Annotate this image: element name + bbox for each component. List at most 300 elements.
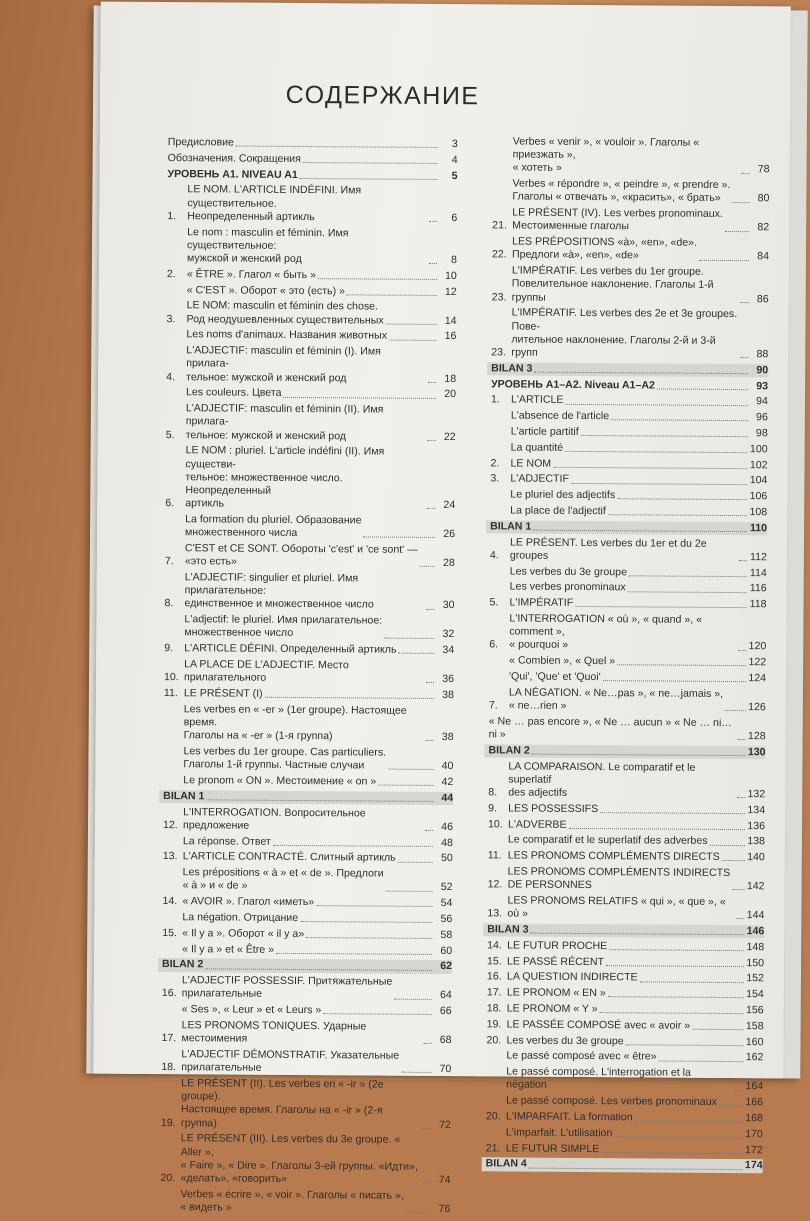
- book-page: [93, 2, 790, 1079]
- dot-leader: [735, 1090, 743, 1091]
- toc-entry: [490, 581, 767, 596]
- dot-leader: [428, 382, 436, 383]
- dot-leader: [657, 388, 748, 390]
- toc-entry-title: Les couleurs. Цвета: [186, 387, 282, 401]
- toc-entry-number: 2.: [490, 457, 510, 470]
- toc-entry: [166, 402, 456, 444]
- toc-entry: [489, 655, 766, 670]
- toc-entry-title: L'absence de l'article: [511, 410, 609, 424]
- toc-entry-page: 96: [750, 411, 768, 424]
- dot-leader: [533, 530, 747, 532]
- toc-entry-page: 44: [435, 792, 453, 805]
- toc-entry: [484, 744, 765, 759]
- toc-entry-number: 22.: [492, 249, 512, 262]
- toc-entry: [164, 703, 454, 745]
- toc-entry-title: La négation. Отрицание: [182, 911, 298, 925]
- toc-entry: [488, 760, 765, 802]
- toc-entry-title: L'IMPÉRATIF. Les verbes des 2e et 3e groupes. Пове- лительное наклонение. Глаголы 2-й и 3-й групп: [511, 307, 738, 361]
- toc-entry-title: Предисловие: [168, 136, 234, 150]
- toc-entry: [161, 1077, 451, 1132]
- dot-leader: [738, 650, 746, 651]
- toc-entry-page: 18: [438, 373, 456, 386]
- toc-entry: [168, 168, 458, 183]
- toc-entry-page: 38: [436, 689, 454, 702]
- toc-entry: [486, 520, 767, 535]
- toc-entry: [491, 425, 768, 440]
- toc-entry: [487, 971, 764, 986]
- toc-entry-page: 126: [748, 701, 766, 714]
- toc-entry-page: 138: [747, 835, 765, 848]
- dot-leader: [722, 860, 745, 861]
- dot-leader: [629, 575, 747, 577]
- toc-entry-title: La place de l'adjectif: [510, 504, 606, 518]
- dot-leader: [427, 609, 435, 610]
- toc-entry-number: 12.: [488, 878, 508, 891]
- toc-entry-page: 158: [746, 1020, 764, 1033]
- dot-leader: [401, 1072, 431, 1073]
- toc-entry: [161, 1048, 451, 1076]
- toc-entry-title: L'article partitif: [511, 425, 579, 439]
- toc-entry-page: 128: [748, 730, 766, 743]
- toc-entry-title: LE PRÉSENT (I): [184, 687, 263, 701]
- toc-entry-title: L'INTERROGATION « où », « quand », « comment », « pourquoi »: [509, 612, 736, 653]
- toc-entry-title: LA QUESTION INDIRECTE: [507, 971, 638, 985]
- toc-entry-page: 118: [749, 598, 767, 611]
- toc-entry-page: 66: [434, 1005, 452, 1018]
- dot-leader: [603, 680, 746, 682]
- dot-leader: [388, 769, 433, 770]
- toc-entry: [166, 299, 456, 327]
- toc-entry-number: 20.: [160, 1172, 180, 1185]
- toc-entry-page: 116: [749, 583, 767, 596]
- dot-leader: [732, 202, 749, 203]
- toc-entry-number: 11.: [488, 849, 508, 862]
- toc-entry: [167, 226, 457, 268]
- toc-left-column: [160, 136, 458, 1219]
- toc-entry-page: 70: [433, 1063, 451, 1076]
- toc-entry: [491, 307, 768, 362]
- toc-entry-title: LE FUTUR SIMPLE: [506, 1142, 600, 1156]
- toc-entry-page: 74: [432, 1174, 450, 1187]
- dot-leader: [426, 682, 434, 683]
- toc-entry-page: 4: [440, 154, 458, 167]
- toc-entry-title: УРОВЕНЬ А1–А2. Niveau A1–A2: [491, 378, 655, 392]
- toc-entry-number: 1.: [491, 394, 511, 407]
- toc-entry-page: 82: [751, 222, 769, 235]
- dot-leader: [423, 1128, 431, 1129]
- toc-entry-title: LES PRONOMS RELATIFS « qui », « que », « où »: [507, 894, 734, 922]
- toc-entry-number: 6.: [165, 497, 185, 510]
- toc-entry-number: 8.: [488, 786, 508, 799]
- toc-entry-title: « ÊTRE ». Глагол « быть »: [187, 268, 316, 282]
- toc-entry-page: 16: [438, 330, 456, 343]
- toc-entry: [483, 923, 764, 938]
- dot-leader: [725, 231, 749, 232]
- toc-entry: [163, 850, 453, 865]
- toc-entry-title: BILAN 2: [162, 958, 203, 971]
- toc-entry-page: 156: [746, 1004, 764, 1017]
- toc-entry-title: L'imparfait. L'utilisation: [506, 1126, 613, 1140]
- toc-entry-title: L'ADVERBE: [508, 818, 567, 832]
- dot-leader: [575, 606, 746, 608]
- toc-entry: [490, 597, 767, 612]
- toc-right-column: [486, 135, 770, 1175]
- toc-entry-page: 36: [436, 673, 454, 686]
- toc-entry-title: Verbes « venir », « vouloir ». Глаголы « приезжать », « хотеть »: [513, 135, 740, 176]
- toc-entry-page: 120: [748, 641, 766, 654]
- toc-entry-title: L'adjectif: le pluriel. Имя прилагательное: множественное число: [184, 613, 382, 641]
- toc-entry-page: 58: [434, 929, 452, 942]
- toc-entry-number: 13.: [163, 850, 183, 863]
- toc-entry-number: 5.: [166, 429, 186, 442]
- toc-entry: [492, 207, 769, 235]
- dot-leader: [614, 1136, 742, 1138]
- toc-entry-page: 124: [748, 672, 766, 685]
- toc-entry: [488, 834, 765, 849]
- toc-entry-number: 17.: [161, 1032, 181, 1045]
- toc-entry: [162, 911, 452, 926]
- dot-leader: [659, 1060, 744, 1062]
- toc-entry-number: 15.: [162, 927, 182, 940]
- toc-entry-title: Le passé composé. Les verbes pronominaux: [506, 1095, 717, 1110]
- toc-entry: [166, 344, 456, 386]
- dot-leader: [611, 420, 748, 422]
- dot-leader: [553, 467, 747, 469]
- toc-entry-page: 148: [746, 941, 764, 954]
- dot-leader: [692, 1029, 743, 1030]
- toc-entry-page: 154: [746, 988, 764, 1001]
- toc-entry-number: 23.: [491, 346, 511, 359]
- toc-entry-page: 110: [749, 522, 767, 535]
- dot-leader: [571, 482, 747, 484]
- toc-entry: [489, 670, 766, 685]
- toc-entry: [491, 378, 768, 393]
- toc-entry-title: « Ne … pas encore », « Ne … aucun » « Ne … ni…ni »: [489, 715, 736, 743]
- dot-leader: [386, 890, 433, 891]
- toc-entry-page: 130: [747, 746, 765, 759]
- toc-entry-number: 7.: [165, 555, 185, 568]
- dot-leader: [617, 665, 746, 667]
- toc-entry-title: Les noms d'animaux. Названия животных: [186, 329, 387, 344]
- dot-leader: [608, 514, 747, 516]
- toc-entry-page: 150: [746, 957, 764, 970]
- toc-entry: [158, 958, 452, 973]
- toc-entry-number: 10.: [164, 671, 184, 684]
- toc-entry-title: LE NOM: masculin et féminin des chose. Род неодушевленных существительных: [186, 300, 383, 328]
- toc-entry-title: L'ADJECTIF POSSESSIF. Притяжательные прилагательные: [182, 974, 393, 1002]
- toc-entry-title: LE PRONOM « Y »: [507, 1002, 598, 1016]
- dot-leader: [389, 339, 436, 340]
- toc-entry-title: L'INTERROGATION. Вопросительное предложение: [183, 806, 423, 834]
- dot-leader: [265, 697, 434, 699]
- toc-entry: [166, 328, 456, 343]
- toc-entry-page: 20: [438, 388, 456, 401]
- toc-entry-page: 30: [436, 599, 454, 612]
- toc-entry: [487, 1002, 764, 1017]
- dot-leader: [429, 221, 437, 222]
- toc-entry-title: Les verbes du 3e groupe: [506, 1034, 623, 1048]
- dot-leader: [565, 451, 748, 453]
- toc-entry: [160, 1132, 450, 1187]
- dot-leader: [741, 302, 749, 303]
- toc-entry-number: 18.: [487, 1002, 507, 1015]
- dot-leader: [423, 1183, 431, 1184]
- toc-entry-page: 78: [752, 164, 770, 177]
- toc-entry-title: Le passé composé. L'interrogation et la négation: [506, 1066, 733, 1094]
- toc-entry-page: 114: [749, 567, 767, 580]
- toc-entry-title: BILAN 4: [486, 1158, 527, 1171]
- toc-entry-title: BILAN 2: [488, 744, 529, 757]
- dot-leader: [738, 739, 746, 740]
- dot-leader: [737, 797, 745, 798]
- dot-leader: [609, 949, 744, 951]
- dot-leader: [406, 1212, 431, 1213]
- toc-entry-title: Le nom : masculin et féminin. Имя существительное: мужской и женский род: [187, 226, 427, 267]
- toc-entry: [165, 513, 455, 541]
- toc-entry-title: L'ADJECTIF: masculin et féminin (I). Имя прилага- тельное: мужской и женский род: [186, 344, 426, 385]
- dot-leader: [736, 918, 744, 919]
- toc-entry-page: 94: [750, 396, 768, 409]
- toc-entry: [490, 457, 767, 472]
- toc-entry-page: 32: [436, 628, 454, 641]
- dot-leader: [205, 968, 432, 971]
- toc-entry-page: 160: [745, 1036, 763, 1049]
- toc-entry: [162, 974, 452, 1002]
- dot-leader: [363, 537, 435, 539]
- toc-entry: [490, 489, 767, 504]
- toc-entry: [491, 394, 768, 409]
- toc-entry-title: Les verbes du 1er groupe. Cas particuliers. Глаголы 1-й группы. Частные случаи: [183, 745, 386, 773]
- toc-entry-title: L'ADJECTIF: singulier et pluriel. Имя прилагательное: единственное и множественное число: [184, 571, 424, 612]
- toc-entry-page: 104: [749, 475, 767, 488]
- toc-entry-title: L'IMPARFAIT. La formation: [506, 1110, 633, 1124]
- toc-entry: [164, 613, 454, 641]
- toc-entry-page: 90: [750, 364, 768, 377]
- dot-leader: [236, 146, 438, 148]
- toc-entry-number: 23.: [492, 291, 512, 304]
- toc-entry: [491, 410, 768, 425]
- toc-entry-number: 19.: [161, 1117, 181, 1130]
- toc-entry-title: Les verbes pronominaux: [510, 581, 626, 595]
- toc-entry-title: La formation du pluriel. Образование множественного числа: [185, 513, 362, 541]
- toc-entry-number: 16.: [487, 971, 507, 984]
- toc-entry-page: 166: [745, 1096, 763, 1109]
- toc-entry: [487, 362, 768, 377]
- toc-entry-page: 52: [435, 881, 453, 894]
- toc-entry-page: 24: [437, 499, 455, 512]
- toc-entry-title: Verbes « écrire », « voir ». Глаголы « писать », « видеть »: [180, 1188, 404, 1216]
- toc-entry-page: 54: [434, 897, 452, 910]
- toc-entry-title: L'ARTICLE: [511, 394, 564, 408]
- toc-entry-number: 5.: [490, 597, 510, 610]
- toc-entry-page: 62: [434, 960, 452, 973]
- toc-entry-title: LE PRONOM « EN »: [507, 987, 606, 1001]
- toc-entry-number: 3.: [490, 473, 510, 486]
- dot-leader: [600, 1012, 744, 1014]
- dot-leader: [628, 591, 747, 593]
- toc-entry-page: 144: [746, 909, 764, 922]
- toc-entry-title: LES PRÉPOSITIONS «à», «en», «de». Предлоги «à», «en», «de»: [512, 236, 697, 264]
- toc-entry: [164, 687, 454, 702]
- toc-entry-title: Le pluriel des adjectifs: [510, 489, 615, 503]
- page-title: СОДЕРЖАНИЕ: [100, 80, 665, 113]
- toc-entry-page: 46: [435, 821, 453, 834]
- toc-entry: [162, 895, 452, 910]
- toc-entry: [482, 1158, 763, 1173]
- toc-entry: [488, 802, 765, 817]
- toc-entry: [164, 642, 454, 657]
- toc-entry-page: 122: [748, 656, 766, 669]
- toc-entry-page: 56: [434, 913, 452, 926]
- dot-leader: [742, 173, 750, 174]
- toc-entry-number: 14.: [487, 939, 507, 952]
- toc-entry: [492, 265, 769, 307]
- toc-entry-number: 15.: [487, 955, 507, 968]
- toc-entry: [490, 504, 767, 519]
- toc-entry: [486, 1050, 763, 1065]
- toc-entry-page: 108: [749, 506, 767, 519]
- toc-entry-title: LES PRONOMS COMPLÉMENTS INDIRECTS DE PERSONNES: [508, 865, 731, 893]
- toc-entry: [492, 236, 769, 264]
- toc-entry-number: 9.: [488, 802, 508, 815]
- toc-entry-title: BILAN 3: [487, 923, 528, 936]
- dot-leader: [300, 178, 438, 180]
- dot-leader: [306, 937, 432, 939]
- toc-entry-title: LA COMPARAISON. Le comparatif et le superlatif des adjectifs: [508, 760, 735, 801]
- toc-entry-title: BILAN 3: [491, 362, 532, 375]
- dot-leader: [426, 740, 434, 741]
- toc-entry: [487, 939, 764, 954]
- dot-leader: [394, 998, 432, 999]
- toc-entry-page: 106: [749, 490, 767, 503]
- toc-entry: [490, 565, 767, 580]
- toc-entry-page: 72: [433, 1119, 451, 1132]
- toc-entry-page: 40: [435, 760, 453, 773]
- toc-entry-title: L'IMPÉRATIF: [510, 597, 574, 611]
- toc-entry-number: 8.: [164, 597, 184, 610]
- toc-entry: [163, 806, 453, 834]
- toc-entry-page: 146: [746, 925, 764, 938]
- toc-entry-number: 6.: [489, 639, 509, 652]
- toc-entry-title: Les verbes du 3e groupe: [510, 565, 627, 579]
- toc-entry-title: L'ARTICLE CONTRACTÉ. Слитный артикль: [183, 851, 396, 866]
- dot-leader: [323, 1014, 431, 1016]
- toc-entry-page: 84: [751, 251, 769, 264]
- toc-entry-page: 48: [435, 837, 453, 850]
- toc-entry-title: « Ses », « Leur » et « Leurs »: [182, 1003, 322, 1017]
- dot-leader: [398, 653, 434, 654]
- toc-entry-number: 19.: [487, 1018, 507, 1031]
- toc-entry: [165, 444, 455, 512]
- toc-entry-title: Les prépositions « à » et « de ». Предлоги « à » и « de »: [183, 866, 384, 894]
- toc-entry-title: LE NOM : pluriel. L'article indéfini (II). Имя существи- тельное: множественное число. Неопределенный артикль: [185, 445, 425, 513]
- toc-entry: [487, 986, 764, 1001]
- toc-entry-number: 20.: [486, 1034, 506, 1047]
- toc-entry-title: L'IMPÉRATIF. Les verbes du 1er groupe. Повелительное наклонение. Глаголы 1-й группы: [512, 265, 739, 306]
- toc-entry-page: 172: [745, 1144, 763, 1157]
- dot-leader: [530, 933, 744, 935]
- toc-entry-page: 10: [439, 270, 457, 283]
- toc-entry-title: 'Qui', 'Que' et 'Quoi': [509, 670, 601, 684]
- toc-entry-page: 50: [435, 852, 453, 865]
- toc-entry-page: 6: [439, 212, 457, 225]
- toc-entry-number: 21.: [486, 1142, 506, 1155]
- toc-entry-title: LE PRÉSENT (II). Les verbes en « -ir » (2e groupe). Настоящее время. Глаголы на « -ir » (2-я группа): [181, 1077, 421, 1131]
- toc-entry-title: Le comparatif et le superlatif des adverbes: [508, 834, 708, 849]
- toc-entry-title: LE PRÉSENT. Les verbes du 1er et du 2e groupes: [510, 536, 737, 564]
- dot-leader: [347, 294, 437, 296]
- toc-entry-title: LE PASSÉ RÉCENT: [507, 955, 604, 969]
- dot-leader: [740, 357, 748, 358]
- dot-leader: [601, 1152, 742, 1154]
- toc-entry: [166, 386, 456, 401]
- toc-entry: [486, 1034, 763, 1049]
- dot-leader: [569, 828, 745, 830]
- toc-entry-page: 100: [750, 443, 768, 456]
- toc-entry-title: La réponse. Ответ: [183, 835, 271, 849]
- dot-leader: [427, 508, 435, 509]
- toc-entry-title: LES PRONOMS COMPLÉMENTS DIRECTS: [508, 850, 720, 865]
- toc-entry-title: LE PRÉSENT (IV). Les verbes pronominaux. Местоименные глаголы: [512, 207, 723, 235]
- toc-entry-number: 7.: [489, 699, 509, 712]
- dot-leader: [316, 906, 432, 908]
- toc-entry-page: 152: [746, 972, 764, 985]
- toc-entry: [167, 284, 457, 299]
- toc-entry-page: 168: [745, 1112, 763, 1125]
- toc-entry-page: 174: [745, 1159, 763, 1172]
- toc-entry: [492, 178, 769, 206]
- toc-entry-page: 42: [435, 776, 453, 789]
- toc-entry: [493, 135, 770, 177]
- dot-leader: [420, 566, 435, 567]
- toc-entry: [488, 818, 765, 833]
- toc-entry-page: 98: [750, 427, 768, 440]
- toc-entry: [168, 136, 458, 151]
- toc-entry: [489, 715, 766, 743]
- toc-entry-title: LE FUTUR PROCHE: [507, 939, 607, 953]
- toc-entry: [163, 774, 453, 789]
- dot-leader: [398, 861, 433, 862]
- toc-entry-page: 22: [438, 431, 456, 444]
- dot-leader: [428, 440, 436, 441]
- toc-entry-title: « Il y a ». Оборот « il y a»: [182, 927, 304, 941]
- toc-entry-number: 14.: [162, 895, 182, 908]
- toc-entry-page: 102: [749, 459, 767, 472]
- toc-entry: [488, 865, 765, 893]
- toc-entry: [489, 686, 766, 714]
- toc-entry-page: 112: [749, 551, 767, 564]
- dot-leader: [529, 1167, 743, 1169]
- toc-entry: [486, 1142, 763, 1157]
- toc-entry: [160, 1188, 450, 1216]
- toc-entry-number: 9.: [164, 642, 184, 655]
- dot-leader: [384, 637, 434, 638]
- toc-entry-number: 18.: [161, 1061, 181, 1074]
- dot-leader: [273, 845, 433, 847]
- toc-entry-number: 3.: [166, 313, 186, 326]
- dot-leader: [300, 921, 432, 923]
- dot-leader: [429, 263, 437, 264]
- toc-entry-title: L'ADJECTIF: masculin et féminin (II). Имя прилага- тельное: мужской и женский род: [186, 402, 426, 443]
- toc-entry: [486, 1110, 763, 1125]
- toc-entry-page: 164: [745, 1080, 763, 1093]
- dot-leader: [318, 278, 437, 280]
- dot-leader: [640, 981, 744, 983]
- toc-entry: [163, 866, 453, 894]
- toc-entry-page: 64: [434, 989, 452, 1002]
- dot-leader: [423, 1043, 431, 1044]
- dot-leader: [206, 799, 433, 802]
